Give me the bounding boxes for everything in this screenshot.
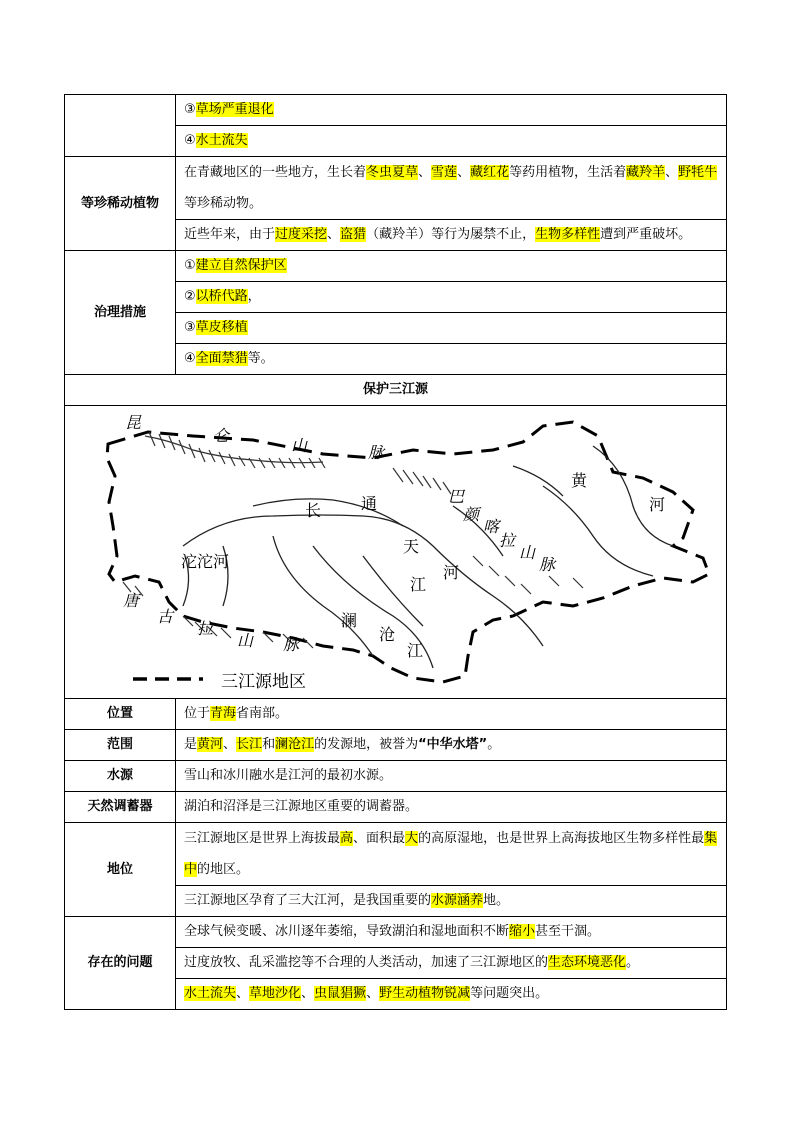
yellow-river-char-2: 河 <box>649 495 666 514</box>
highlight: 集中 <box>184 831 718 877</box>
highlight: 草皮移植 <box>195 320 248 335</box>
highlight: 虫鼠猖獗 <box>314 986 367 1001</box>
kunlun-char-1: 昆 <box>125 413 142 432</box>
text-run: 三江源地区孕育了三大江河，是我国重要的 <box>184 893 432 908</box>
changjiang-char-2: 江 <box>410 575 427 594</box>
text-run: 等珍稀动物。 <box>184 196 263 211</box>
table-row <box>65 730 727 761</box>
highlight: 黄河 <box>197 737 224 752</box>
lancang-char-1: 澜 <box>341 611 358 630</box>
highlight: 藏红花 <box>470 165 510 180</box>
table-row <box>65 406 727 699</box>
text-run: 性最 <box>678 831 705 846</box>
text-run: 等药用植物，生活着 <box>509 165 627 180</box>
lancang-char-3: 江 <box>407 641 424 660</box>
text-cell <box>176 948 727 979</box>
table-row <box>65 375 727 406</box>
highlight: 以桥代路 <box>195 289 248 304</box>
highlight: 高 <box>340 831 354 846</box>
list-item <box>176 251 727 282</box>
text-run: ， <box>247 289 261 304</box>
list-item <box>176 313 727 344</box>
kunlun-char-3: 山 <box>291 436 308 455</box>
text-run: 地。 <box>483 893 510 908</box>
text-cell <box>176 917 727 948</box>
highlight: 澜沧江 <box>275 737 315 752</box>
text-run: 省南部。 <box>236 706 289 721</box>
highlight: 水源涵养 <box>431 893 484 908</box>
text-run: 、 <box>236 986 250 1001</box>
text-run: ④ <box>184 133 196 148</box>
yellow-river-char-1: 黄 <box>571 471 588 490</box>
text-cell <box>176 157 727 220</box>
text-run: “中华水塔” <box>418 737 488 752</box>
text-run: 遭到严重破坏。 <box>600 227 692 242</box>
text-run: 。 <box>487 737 501 752</box>
text-run: 和 <box>262 737 276 752</box>
lancang-char-2: 沧 <box>379 625 396 644</box>
text-run: 。 <box>626 955 640 970</box>
row-label: 治理措施 <box>65 251 176 375</box>
text-cell <box>176 823 727 886</box>
text-run: 在青藏地区的一些地方，生长着 <box>184 165 367 180</box>
highlight: 草场严重退化 <box>195 102 274 117</box>
text-run: 位于 <box>184 706 211 721</box>
text-run: 全球气候变暖、冰川逐年萎缩，导致湖泊和湿地面积不断 <box>184 924 510 939</box>
tanggula-char-3: 拉 <box>197 619 214 638</box>
bayankala-char-1: 巴 <box>448 487 465 506</box>
kunlun-char-2: 仑 <box>213 426 230 445</box>
list-item <box>176 344 727 375</box>
empty-label-cell <box>65 95 176 157</box>
table-row <box>65 792 727 823</box>
kunlun-char-4: 脉 <box>368 443 385 462</box>
row-label: 水源 <box>65 761 176 792</box>
table-row <box>65 699 727 730</box>
text-run: ② <box>184 289 196 304</box>
list-item <box>176 95 727 126</box>
river-lines <box>183 446 673 668</box>
text-run: 、 <box>327 227 341 242</box>
row-label: 地位 <box>65 823 176 917</box>
changjiang-char-1: 长 <box>305 501 322 520</box>
tanggula-char-5: 脉 <box>283 635 300 654</box>
tuotuo-label: 沱沱河 <box>181 552 230 571</box>
row-label: 天然调蓄器 <box>65 792 176 823</box>
text-run: 的高原湿地，也是世界上高海拔地区生物多样 <box>418 831 679 846</box>
highlight: 水土流失 <box>195 133 248 148</box>
text-run: 等。 <box>247 351 274 366</box>
text-cell <box>176 699 727 730</box>
content-table <box>64 94 727 1010</box>
tongtian-char-1: 通 <box>361 494 378 513</box>
text-run: 、面积最 <box>353 831 406 846</box>
table-row <box>65 157 727 220</box>
text-run: 近些年来，由于 <box>184 227 276 242</box>
tongtian-char-3: 河 <box>443 563 460 582</box>
highlight: 缩小 <box>509 924 536 939</box>
highlight: 水土流失 <box>184 986 237 1001</box>
row-label: 等珍稀动植物 <box>65 157 176 251</box>
highlight: 建立自然保护区 <box>195 258 287 273</box>
text-cell <box>176 979 727 1010</box>
text-run: 过度放牧、乱采滥挖等不合理的人类活动，加速了三江源地区的 <box>184 955 549 970</box>
highlight: 全面禁猎 <box>195 351 248 366</box>
table-row <box>65 917 727 948</box>
highlight: 生物多样性 <box>535 227 601 242</box>
map-cell <box>65 406 727 699</box>
sanjiangyuan-map <box>73 406 733 698</box>
text-cell: 雪山和冰川融水是江河的最初水源。 <box>176 761 727 792</box>
map-labels <box>123 413 665 660</box>
highlight: 冬虫夏草 <box>366 165 419 180</box>
row-label: 存在的问题 <box>65 917 176 1010</box>
text-run: ③ <box>184 102 196 117</box>
text-run: 甚至干涸。 <box>535 924 601 939</box>
highlight: 藏羚羊 <box>626 165 666 180</box>
text-run: ③ <box>184 320 196 335</box>
table-row <box>65 761 727 792</box>
text-cell <box>176 886 727 917</box>
bayankala-char-5: 山 <box>519 543 536 562</box>
list-item <box>176 282 727 313</box>
tanggula-char-2: 古 <box>157 607 174 626</box>
tongtian-char-2: 天 <box>403 537 420 556</box>
text-run: 、 <box>457 165 471 180</box>
highlight: 雪莲 <box>431 165 458 180</box>
text-run: 等问题突出。 <box>470 986 549 1001</box>
row-label: 范围 <box>65 730 176 761</box>
bayankala-char-4: 拉 <box>499 531 516 550</box>
row-label: 位置 <box>65 699 176 730</box>
text-cell <box>176 730 727 761</box>
highlight: 青海 <box>210 706 237 721</box>
tanggula-char-4: 山 <box>237 631 254 650</box>
highlight: 盗猎 <box>340 227 367 242</box>
highlight: 野牦牛 <box>678 165 718 180</box>
table-row <box>65 251 727 282</box>
list-item <box>176 126 727 157</box>
text-run: （藏羚羊）等行为屡禁不止， <box>366 227 536 242</box>
highlight: 生态环境恶化 <box>548 955 627 970</box>
text-run: 、 <box>223 737 237 752</box>
text-run: 的地区。 <box>197 862 250 877</box>
text-run: 、 <box>665 165 679 180</box>
text-run: 的发源地，被誉为 <box>314 737 419 752</box>
text-run: 、 <box>366 986 380 1001</box>
highlight: 大 <box>405 831 419 846</box>
legend-label: 三江源地区 <box>221 672 306 692</box>
highlight: 长江 <box>236 737 263 752</box>
table-row <box>65 823 727 886</box>
text-run: 、 <box>301 986 315 1001</box>
text-run: ① <box>184 258 196 273</box>
highlight: 草地沙化 <box>249 986 302 1001</box>
highlight: 野生动植物锐减 <box>379 986 471 1001</box>
text-run: 、 <box>418 165 432 180</box>
bayankala-char-3: 喀 <box>483 517 500 536</box>
text-run: 三江源地区是世界上海拔最 <box>184 831 341 846</box>
text-run: ④ <box>184 351 196 366</box>
table-row <box>65 95 727 126</box>
text-run: 是 <box>184 737 198 752</box>
tanggula-char-1: 唐 <box>123 591 140 610</box>
text-cell: 湖泊和沼泽是三江源地区重要的调蓄器。 <box>176 792 727 823</box>
section-title: 保护三江源 <box>65 375 727 406</box>
bayankala-char-6: 脉 <box>539 555 556 574</box>
bayankala-char-2: 颜 <box>463 505 480 524</box>
text-cell <box>176 220 727 251</box>
highlight: 过度采挖 <box>275 227 328 242</box>
